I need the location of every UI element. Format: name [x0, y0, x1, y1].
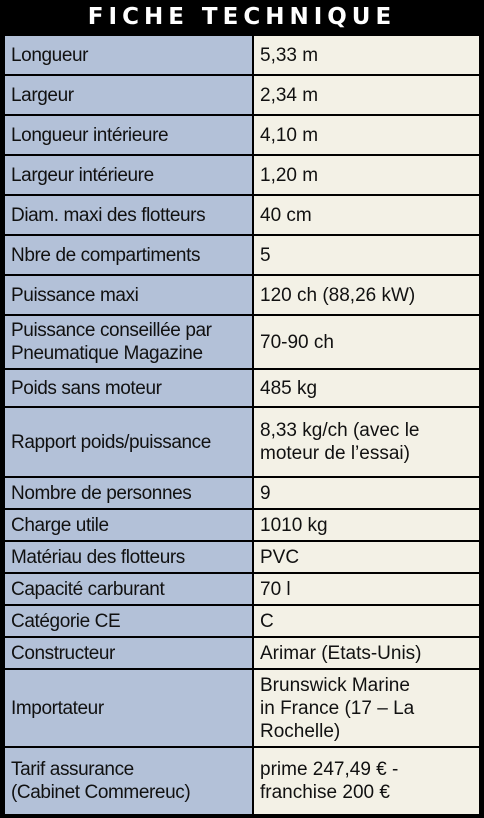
spec-value: Arimar (Etats-Unis): [253, 637, 480, 669]
table-row: [4, 235, 480, 275]
spec-table: [3, 34, 481, 816]
spec-label: Importateur: [4, 669, 253, 747]
spec-value: Brunswick Marine in France (17 – La Rochelle): [253, 669, 480, 747]
spec-value: 40 cm: [253, 195, 480, 235]
table-row: [4, 509, 480, 541]
spec-label: Catégorie CE: [4, 605, 253, 637]
table-row: [4, 407, 480, 477]
title-bar: [0, 0, 484, 34]
spec-label: Nombre de personnes: [4, 477, 253, 509]
spec-value: 4,10 m: [253, 115, 480, 155]
spec-value: PVC: [253, 541, 480, 573]
spec-value: 5: [253, 235, 480, 275]
spec-value: 70-90 ch: [253, 315, 480, 369]
spec-label: Charge utile: [4, 509, 253, 541]
table-row: [4, 637, 480, 669]
table-row: [4, 369, 480, 407]
spec-label: Rapport poids/puissance: [4, 407, 253, 477]
table-row: [4, 155, 480, 195]
spec-value: 5,33 m: [253, 35, 480, 75]
table-row: [4, 541, 480, 573]
spec-value: 1,20 m: [253, 155, 480, 195]
spec-value: 485 kg: [253, 369, 480, 407]
spec-label: Puissance maxi: [4, 275, 253, 315]
table-row: [4, 477, 480, 509]
spec-value: 9: [253, 477, 480, 509]
spec-label: Largeur intérieure: [4, 155, 253, 195]
spec-value: 2,34 m: [253, 75, 480, 115]
table-row: [4, 669, 480, 747]
spec-label: Longueur intérieure: [4, 115, 253, 155]
spec-label: Diam. maxi des flotteurs: [4, 195, 253, 235]
table-row: [4, 315, 480, 369]
spec-label: Longueur: [4, 35, 253, 75]
spec-label: Tarif assurance (Cabinet Commereuc): [4, 747, 253, 815]
spec-label: Nbre de compartiments: [4, 235, 253, 275]
spec-label: Largeur: [4, 75, 253, 115]
spec-value: 120 ch (88,26 kW): [253, 275, 480, 315]
spec-label: Matériau des flotteurs: [4, 541, 253, 573]
table-row: [4, 35, 480, 75]
spec-label: Puissance conseillée par Pneumatique Magazine: [4, 315, 253, 369]
spec-value: 8,33 kg/ch (avec le moteur de l’essai): [253, 407, 480, 477]
spec-label: Capacité carburant: [4, 573, 253, 605]
table-row: [4, 115, 480, 155]
table-row: [4, 75, 480, 115]
spec-label: Poids sans moteur: [4, 369, 253, 407]
spec-value: 70 l: [253, 573, 480, 605]
table-row: [4, 747, 480, 815]
table-row: [4, 573, 480, 605]
page-title: FICHE TECHNIQUE: [87, 3, 397, 30]
table-row: [4, 605, 480, 637]
spec-value: prime 247,49 € - franchise 200 €: [253, 747, 480, 815]
table-row: [4, 275, 480, 315]
spec-value: 1010 kg: [253, 509, 480, 541]
spec-value: C: [253, 605, 480, 637]
spec-label: Constructeur: [4, 637, 253, 669]
table-row: [4, 195, 480, 235]
